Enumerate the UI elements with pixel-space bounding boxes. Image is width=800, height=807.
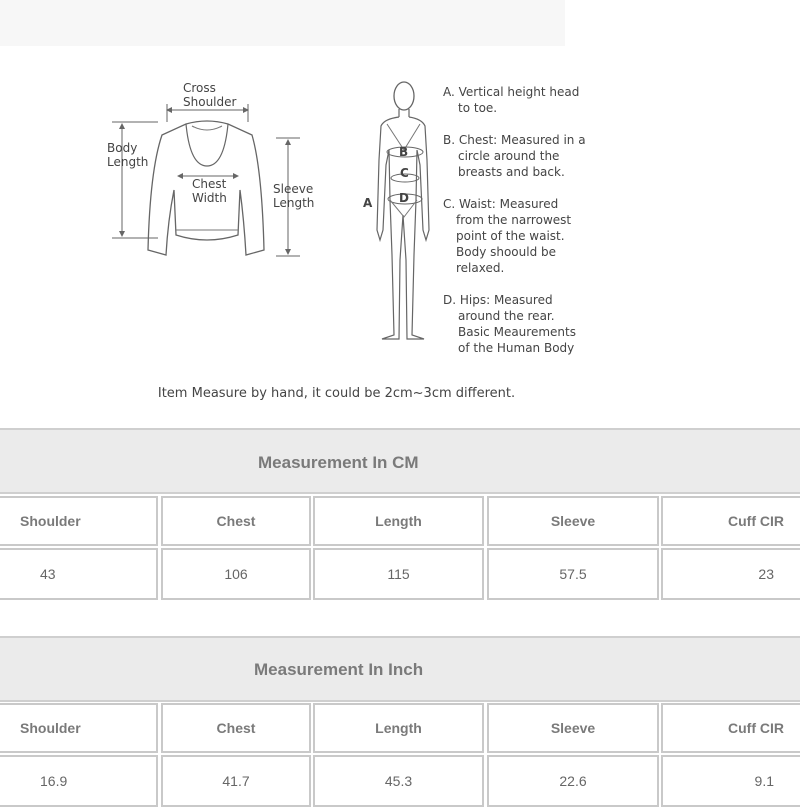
legend-c-line4: Body shoould be: [456, 245, 557, 259]
inch-value-shoulder: 16.9: [0, 755, 158, 807]
sleeve-length-label-line2: Length: [273, 196, 315, 210]
inch-header-sleeve: Sleeve: [487, 703, 659, 753]
legend-d: [443, 292, 613, 356]
legend-b-line1: B. Chest: Measured in a: [443, 133, 586, 147]
cm-value-cuff: 23: [661, 548, 800, 600]
chest-width-label-line1: Chest: [192, 177, 227, 191]
cm-value-chest: 106: [161, 548, 311, 600]
legend-b-line2: circle around the: [458, 149, 560, 163]
cm-table-title-bar: [0, 428, 800, 494]
cm-header-length: Length: [313, 496, 484, 546]
legend-c-line2: from the narrowest: [456, 213, 572, 227]
cm-value-length: 115: [313, 548, 484, 600]
inch-value-sleeve: 22.6: [487, 755, 659, 807]
cross-shoulder-label: [183, 81, 236, 109]
inch-value-chest: 41.7: [161, 755, 311, 807]
cm-header-shoulder: Shoulder: [0, 496, 158, 546]
cm-table-title: Measurement In CM: [258, 453, 419, 472]
legend-d-line2: around the rear.: [458, 309, 555, 323]
inch-value-length: 45.3: [313, 755, 484, 807]
legend-c-line1: C. Waist: Measured: [443, 197, 559, 211]
legend-b: [443, 132, 613, 180]
inch-table-title: Measurement In Inch: [254, 660, 424, 679]
legend-d-line1: D. Hips: Measured: [443, 293, 553, 307]
cross-shoulder-label-line2: Shoulder: [183, 95, 237, 109]
legend-b-line3: breasts and back.: [458, 165, 565, 179]
label-a: A: [363, 196, 373, 210]
top-strip: [0, 0, 565, 46]
sleeve-length-label: [273, 182, 314, 210]
legend-c: [443, 196, 613, 276]
inch-header-shoulder: Shoulder: [0, 703, 158, 753]
inch-header-length: Length: [313, 703, 484, 753]
legend-d-line3: Basic Meaurements: [458, 325, 576, 339]
legend-a: [443, 84, 613, 116]
label-d: D: [399, 191, 409, 205]
legend-c-line3: point of the waist.: [456, 229, 565, 243]
legend-c-line5: relaxed.: [456, 261, 505, 275]
chest-width-label: [192, 177, 227, 205]
cm-header-chest: Chest: [161, 496, 311, 546]
inch-header-chest: Chest: [161, 703, 311, 753]
cm-value-shoulder: 43: [0, 548, 158, 600]
legend-a-line1: A. Vertical height head: [443, 85, 580, 99]
human-body-diagram: [370, 78, 440, 343]
chest-width-label-line2: Width: [192, 191, 227, 205]
cm-header-sleeve: Sleeve: [487, 496, 659, 546]
sleeve-length-label-line1: Sleeve: [273, 182, 314, 196]
body-length-label-line2: Length: [107, 155, 149, 169]
cm-header-cuff: Cuff CIR: [661, 496, 800, 546]
legend-d-line4: of the Human Body: [458, 341, 575, 355]
measure-note: Item Measure by hand, it could be 2cm~3cm different.: [157, 386, 516, 401]
label-c: C: [400, 166, 409, 180]
body-length-label: [107, 141, 148, 169]
inch-table-title-bar: [0, 636, 800, 702]
cm-value-sleeve: 57.5: [487, 548, 659, 600]
inch-header-cuff: Cuff CIR: [661, 703, 800, 753]
label-b: B: [399, 145, 409, 159]
inch-value-cuff: 9.1: [661, 755, 800, 807]
body-length-label-line1: Body: [107, 141, 138, 155]
cross-shoulder-label-line1: Cross: [183, 81, 216, 95]
legend-a-line2: to toe.: [458, 101, 498, 115]
